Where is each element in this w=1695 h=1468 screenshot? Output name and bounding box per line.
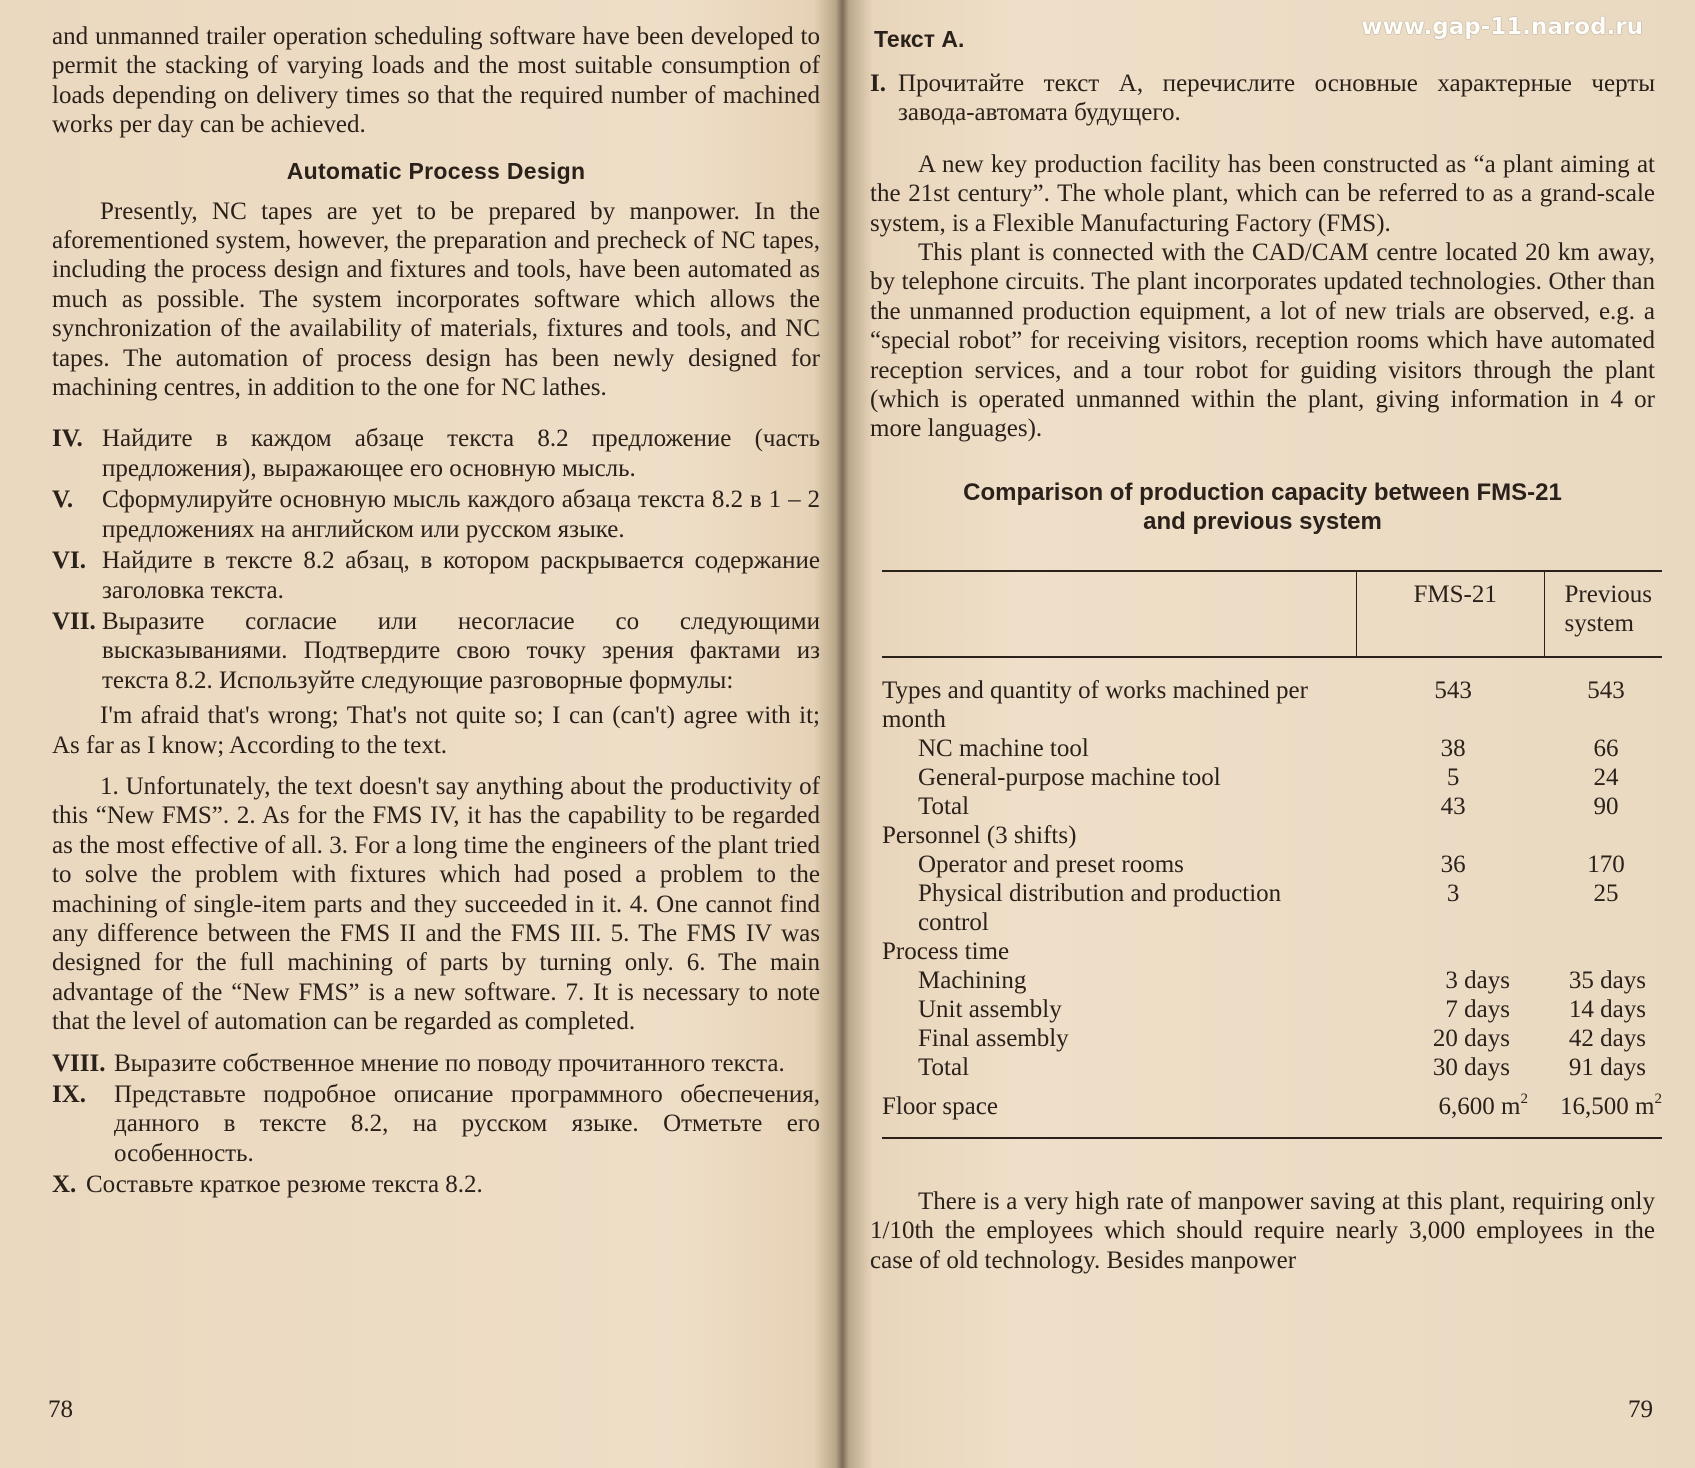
section-paragraph: Presently, NC tapes are yet to be prepared by manpower. In the aforementioned system, however, the preparation and precheck of NC tapes, including the process design and fixtures and tools, have been automated as much as possible. The system incorporates software which allows the synchronization of the availability of materials, fixtures and tools, and NC tapes. The automation of process design has been newly designed for machining centres, in addition to the one for NC lathes.: [52, 197, 820, 402]
table-row: [882, 1053, 1662, 1082]
fms21-value: 43: [1440, 792, 1466, 820]
exercise-number: IV.: [52, 425, 83, 453]
row-label: Machining: [918, 966, 1027, 994]
conversation-phrases: I'm afraid that's wrong; That's not quite so; I can (can't) agree with it; As far as I know; According to the text.: [52, 702, 820, 759]
row-label: NC machine tool: [918, 734, 1089, 762]
statements-list: 1. Unfortunately, the text doesn't say anything about the productivity of this “New FMS”. 2. As for the FMS IV, it has the capability to be regarded as the most effective of all. 3. For a long time the engineers of the plant tried to solve the problem with fixtures which had posed a problem to the machining of single-item parts and they succeeded in it. 4. One cannot find any difference between the FMS II and the FMS III. 5. The FMS IV was designed for the full machining of parts by turning only. 6. The main advantage of the “New FMS” is a new software. 7. It is necessary to note that the level of automation can be regarded as completed.: [52, 772, 820, 1036]
table-row: [882, 734, 1662, 763]
exercise-9: [52, 1080, 820, 1168]
exercise-10: [52, 1170, 820, 1199]
table-title: [870, 478, 1655, 536]
right-page: [862, 0, 1695, 1468]
previous-value: 35 days: [1568, 966, 1646, 994]
exercise-text: Представьте подробное описание программного обеспечения, данного в тексте 8.2, на русском языке. Отметьте его особенность.: [114, 1081, 820, 1167]
fms21-value: 3 days: [1445, 966, 1510, 994]
unit-superscript: 2: [1654, 1090, 1662, 1107]
exercise-6: [52, 546, 820, 605]
fms21-value: 20 days: [1432, 1024, 1510, 1052]
row-label: Operator and preset rooms: [918, 850, 1184, 878]
comparison-table: [882, 570, 1662, 1143]
row-label: Physical distribution and production control: [918, 879, 1282, 936]
previous-value: 14 days: [1568, 995, 1646, 1023]
intro-paragraph: and unmanned trailer operation scheduling software have been developed to permit the stacking of varying loads and the most suitable consumption of loads depending on delivery times so that the required number of machined works per day can be achieved.: [52, 23, 820, 139]
table-title-line-1: Comparison of production capacity between FMS-21: [963, 478, 1562, 506]
table-row: [882, 657, 1662, 734]
table-row: [882, 879, 1662, 937]
row-label: Personnel (3 shifts): [882, 821, 1077, 849]
exercise-text: Найдите в тексте 8.2 абзац, в котором раскрывается содержание заголовка текста.: [102, 547, 820, 604]
previous-value: 66: [1593, 734, 1619, 762]
fms21-value: 7 days: [1445, 995, 1510, 1023]
previous-value: 543: [1587, 676, 1625, 704]
table-row: [882, 850, 1662, 879]
exercise-text: Выразите согласие или несогласие со следующими высказываниями. Подтвердите свою точку зрения фактами из текста 8.2. Используйте следующие разговорные формулы:: [102, 607, 820, 694]
page-number: 79: [1628, 1396, 1653, 1423]
table-row: [882, 763, 1662, 792]
exercise-1: [870, 69, 1655, 128]
page-number: 78: [48, 1396, 73, 1423]
exercise-text: Найдите в каждом абзаце текста 8.2 предложение (часть предложения), выражающее его основную мысль.: [102, 425, 820, 482]
table-title-line-2: and previous system: [1143, 507, 1382, 535]
previous-value: [1544, 1082, 1662, 1138]
fms21-value: [1356, 1082, 1544, 1138]
exercise-7: [52, 607, 820, 695]
exercise-4: [52, 424, 820, 483]
table-row: [882, 966, 1662, 995]
fms21-value: 3: [1446, 879, 1460, 907]
table-row: [882, 821, 1662, 850]
table-row: [882, 937, 1662, 966]
row-label: Unit assembly: [918, 995, 1062, 1023]
row-label: Types and quantity of works machined per month: [882, 676, 1308, 733]
paragraph-2: This plant is connected with the CAD/CAM centre located 20 km away, by telephone circuits. The plant incorporates updated technologies. Other than the unmanned production equipment, a lot of new trials are observed, e.g. a “special robot” for receiving visitors, reception rooms which have automated reception services, and a tour robot for guiding visitors through the plant (which is operated unmanned within the plant, giving information in 4 or more languages).: [870, 239, 1655, 443]
row-label: Final assembly: [918, 1024, 1069, 1052]
table-header-row: [882, 571, 1662, 657]
row-label: Total: [918, 1053, 970, 1081]
header-previous: Previous system: [1564, 580, 1652, 637]
table-row: [882, 995, 1662, 1024]
exercise-text: Составьте краткое резюме текста 8.2.: [86, 1171, 483, 1199]
exercise-text: Сформулируйте основную мысль каждого абзаца текста 8.2 в 1 – 2 предложениях на английском или русском языке.: [102, 486, 820, 543]
exercise-5: [52, 485, 820, 544]
exercise-number: VII.: [52, 607, 96, 635]
previous-value: 91 days: [1568, 1053, 1646, 1081]
table-row: [882, 1082, 1662, 1138]
previous-value: 90: [1593, 792, 1619, 820]
exercise-number: VI.: [52, 547, 87, 575]
table-row: [882, 1024, 1662, 1053]
table-row: [882, 792, 1662, 821]
fms21-value: 30 days: [1432, 1053, 1510, 1081]
exercise-number: VIII.: [52, 1049, 106, 1077]
exercise-8: [52, 1049, 820, 1078]
paragraph-3: There is a very high rate of manpower saving at this plant, requiring only 1/10th the employees which should require nearly 3,000 employees in the case of old technology. Besides manpower: [870, 1187, 1655, 1274]
text-title: Текст А.: [874, 26, 965, 52]
section-heading: Automatic Process Design: [286, 157, 586, 184]
row-label: Floor space: [882, 1092, 998, 1120]
row-label: Total: [918, 792, 970, 820]
exercise-number: X.: [52, 1171, 77, 1199]
floor-space-value: 6,600 m: [1438, 1092, 1521, 1120]
fms21-value: 38: [1440, 734, 1466, 762]
exercise-text: Выразите собственное мнение по поводу прочитанного текста.: [114, 1049, 785, 1077]
exercise-number: IX.: [52, 1081, 87, 1108]
fms21-value: 5: [1446, 763, 1460, 791]
fms21-value: 543: [1434, 676, 1472, 704]
previous-value: 170: [1587, 850, 1625, 878]
exercise-number: V.: [52, 486, 74, 514]
unit-superscript: 2: [1520, 1090, 1528, 1107]
previous-value: 24: [1593, 763, 1619, 791]
previous-value: 42 days: [1568, 1024, 1646, 1052]
fms21-value: 36: [1440, 850, 1466, 878]
table-bottom-rule: [882, 1138, 1662, 1143]
exercise-number: I.: [870, 70, 886, 97]
header-fms21: FMS-21: [1356, 571, 1544, 657]
row-label: Process time: [882, 937, 1010, 965]
floor-space-value: 16,500 m: [1560, 1092, 1655, 1120]
previous-value: 25: [1593, 879, 1619, 907]
paragraph-1: A new key production facility has been constructed as “a plant aiming at the 21st century”. The whole plant, which can be referred to as a grand-scale system, is a Flexible Manufacturing Factory (FMS).: [870, 150, 1655, 237]
watermark: www.gap-11.narod.ru: [1361, 14, 1643, 40]
exercise-text: Прочитайте текст А, перечислите основные характерные черты завода-автомата будущего.: [898, 70, 1655, 127]
row-label: General-purpose machine tool: [918, 763, 1221, 791]
header-blank: [882, 571, 1356, 657]
